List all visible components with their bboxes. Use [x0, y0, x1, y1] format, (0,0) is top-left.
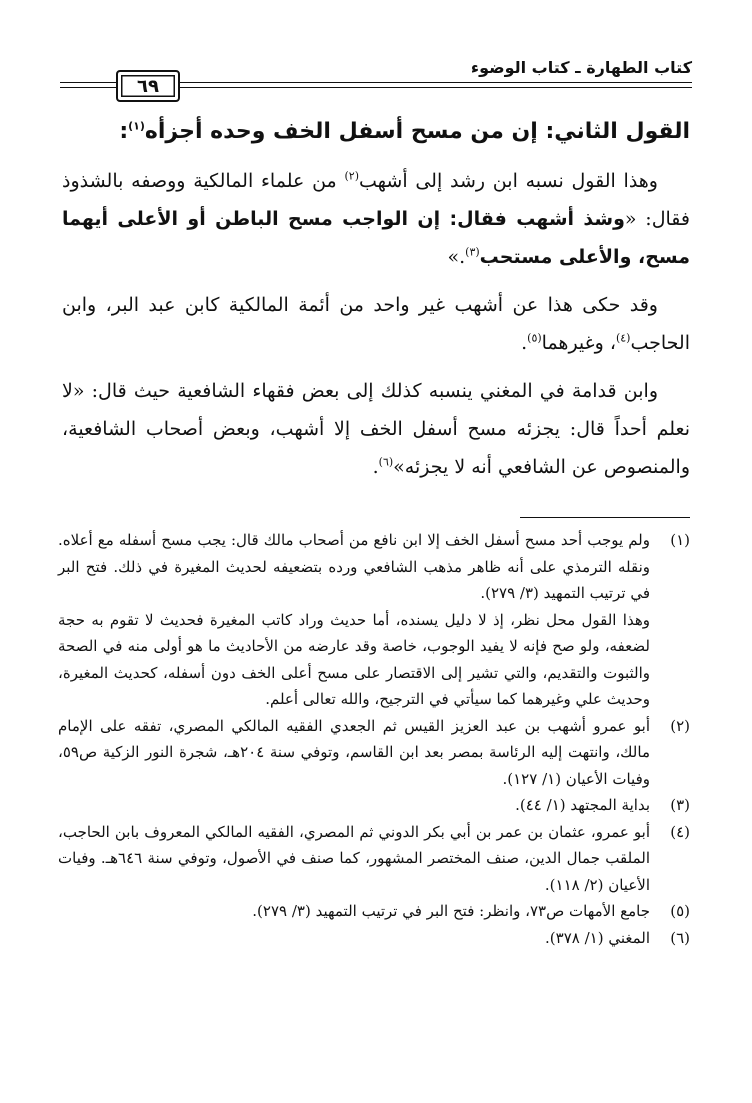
p1-text-b: من علماء المالكية ووصفه بالشذوذ فقال: « [62, 170, 690, 230]
footnote-text: المغني (١/ ٣٧٨). [545, 928, 650, 947]
paragraph-2 [62, 286, 690, 362]
footnote-text: بداية المجتهد (١/ ٤٤). [515, 796, 650, 814]
footnote-5 [58, 898, 690, 925]
section-heading [62, 112, 690, 152]
footnote-ref: (٤) [615, 331, 631, 345]
footnote-number: (٥) [670, 902, 690, 920]
footnote-number: (٢) [670, 716, 690, 735]
heading-colon: : [119, 119, 129, 144]
footnote-1 [58, 527, 690, 607]
main-text [62, 112, 690, 496]
footnote-text: أبو عمرو أشهب بن عبد العزيز القيس ثم الجعدي الفقيه المالكي المصري، تفقه على الإمام مالك، وانتهت إليه الرئاسة بمصر بعد ابن القاسم، وتوفي سنة ٢٠٤هـ، شجرة النور الزكية ص٥٩، وفيات الأعيان (١/ ١٢٧). [58, 716, 650, 788]
p3-text-c: . [372, 456, 379, 478]
footnote-number: (٦) [670, 928, 690, 947]
p1-quote-bold: وشذ أشهب فقال: إن الواجب مسح الباطن أو الأعلى أيهما مسح، والأعلى مستحب [62, 208, 690, 268]
footnote-1-continuation: وهذا القول محل نظر، إذ لا دليل يسنده، أما حديث وراد كاتب المغيرة فحديث لا تقوم به حجة لضعفه، ولو صح فإنه لا يفيد الوجوب، خاصة وقد عارضه من الأحاديث ما هو أولى منه في الصحة والثبوت والتقديم، والتي تشير إلى الاقتصار على مسح أعلى الخف دون أسفله، كحديث المغيرة، وحديث علي وغيرهما كما سيأتي في الترجيح، والله تعالى أعلم. [58, 610, 650, 708]
footnotes [58, 527, 690, 951]
footnote-6 [58, 925, 690, 952]
footnote-text: ولم يوجب أحد مسح أسفل الخف إلا ابن نافع من أصحاب مالك قال: يجب مسح أسفله مع أعلاه. ونقله الترمذي على أنه ظاهر مذهب الشافعي ورده بتضعيفه لحديث المغيرة في ذلك. فتح البر في ترتيب التمهيد (٣/ ٢٧٩). [58, 531, 650, 602]
footnote-ref: (٥) [527, 331, 542, 345]
p3-text-a: وابن قدامة في المغني ينسبه كذلك إلى بعض فقهاء الشافعية حيث قال: «لا نعلم أحداً قال: يجزئه مسح أسفل الخف إلا أشهب، وبعض أصحاب الشافعية، والمنصوص عن الشافعي أنه لا يجزئه» [62, 380, 690, 478]
footnote-text: أبو عمرو، عثمان بن عمر بن أبي بكر الدوني ثم المصري، الفقيه المالكي المعروف بابن الحاجب، الملقب جمال الدين، صنف المختصر المشهور، كما صنف في الأصول، وتوفي سنة ٦٤٦هـ. وفيات الأعيان (٢/ ١١٨). [58, 822, 650, 894]
running-title: كتاب الطهارة ـ كتاب الوضوء [470, 58, 692, 77]
footnote-ref: (٦) [378, 455, 394, 469]
footnote-ref: (٣) [465, 245, 480, 259]
footnote-text: جامع الأمهات ص٧٣، وانظر: فتح البر في ترتيب التمهيد (٣/ ٢٧٩). [252, 902, 650, 920]
p2-text-b: ، وغيرهما [541, 332, 616, 354]
p2-text-a: وقد حكى هذا عن أشهب غير واحد من أئمة المالكية كابن عبد البر، وابن الحاجب [62, 294, 690, 354]
heading-text: القول الثاني: إن من مسح أسفل الخف وحده أجزأه [144, 119, 690, 144]
footnote-number: (٤) [670, 822, 690, 841]
page-number: ٦٩ [116, 70, 180, 102]
footnote-4 [58, 819, 690, 899]
footnote-ref: (٢) [344, 169, 359, 183]
footnote-number: (٣) [670, 796, 690, 814]
footnote-2 [58, 713, 690, 793]
footnote-number: (١) [670, 531, 690, 549]
p1-text-a: وهذا القول نسبه ابن رشد إلى أشهب [358, 170, 658, 192]
footnote-3 [58, 792, 690, 819]
footnote-divider [520, 517, 690, 518]
paragraph-1 [62, 162, 690, 276]
p1-text-c: .» [447, 246, 466, 268]
paragraph-3 [62, 372, 690, 486]
p2-text-c: . [521, 332, 528, 354]
footnote-ref: (١) [128, 119, 145, 133]
